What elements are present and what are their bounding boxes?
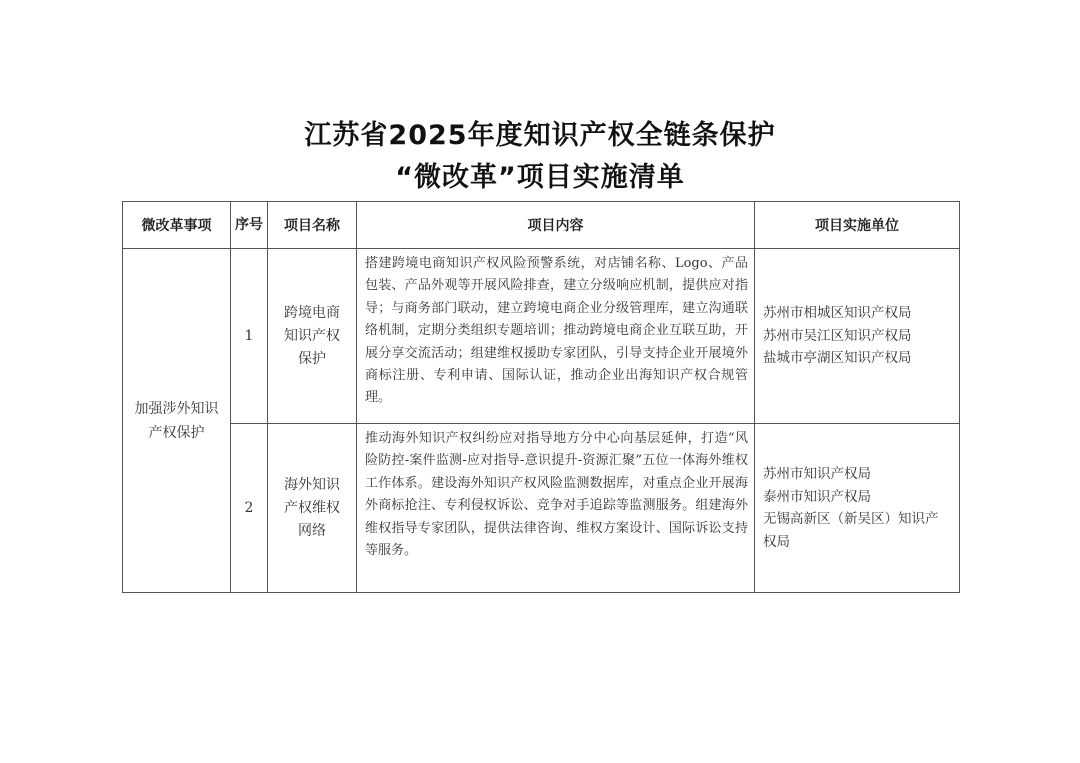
header-units: 项目实施单位 <box>755 202 960 249</box>
project-content: 搭建跨境电商知识产权风险预警系统，对店铺名称、Logo、产品包装、产品外观等开展风险排查，建立分级响应机制，提供应对指导；与商务部门联动，建立跨境电商企业分级管理库，建立沟通联络机制，定期分类组织专题培训；推动跨境电商企业互联互助，开展分享交流活动；组建维权援助专家团队，引导支持企业开展境外商标注册、专利申请、国际认证，推动企业出海知识产权合规管理。 <box>357 249 755 424</box>
table-row <box>123 424 960 593</box>
document-title-line-2: “微改革”项目实施清单 <box>395 162 685 193</box>
unit-item: 苏州市知识产权局 <box>763 466 871 482</box>
document-title-line-1: 江苏省2025年度知识产权全链条保护 <box>304 120 776 151</box>
header-seq: 序号 <box>231 202 268 249</box>
header-content: 项目内容 <box>357 202 755 249</box>
table-header-row <box>123 202 960 249</box>
unit-item: 泰州市知识产权局 <box>763 488 871 505</box>
unit-item: 无锡高新区（新吴区）知识产权局 <box>763 511 939 550</box>
project-table <box>122 201 960 593</box>
project-name: 海外知识产权维权网络 <box>268 424 357 593</box>
implementing-units <box>755 249 960 424</box>
project-content: 推动海外知识产权纠纷应对指导地方分中心向基层延伸，打造“风险防控-案件监测-应对指导-意识提升-资源汇聚”五位一体海外维权工作体系。建设海外知识产权风险监测数据库，对重点企业开展海外商标抢注、专利侵权诉讼、竞争对手追踪等监测服务。组建海外维权指导专家团队，提供法律咨询、维权方案设计、国际诉讼支持等服务。 <box>357 424 755 593</box>
header-name: 项目名称 <box>268 202 357 249</box>
unit-item: 苏州市相城区知识产权局 <box>763 305 912 322</box>
implementing-units <box>755 424 960 593</box>
project-name: 跨境电商知识产权保护 <box>268 249 357 424</box>
table-row <box>123 249 960 424</box>
row-number: 2 <box>231 424 268 593</box>
row-number: 1 <box>231 249 268 424</box>
unit-item: 苏州市吴江区知识产权局 <box>763 327 912 344</box>
category-cell: 加强涉外知识产权保护 <box>123 249 231 593</box>
header-category: 微改革事项 <box>123 202 231 249</box>
unit-item: 盐城市亭湖区知识产权局 <box>763 350 912 367</box>
